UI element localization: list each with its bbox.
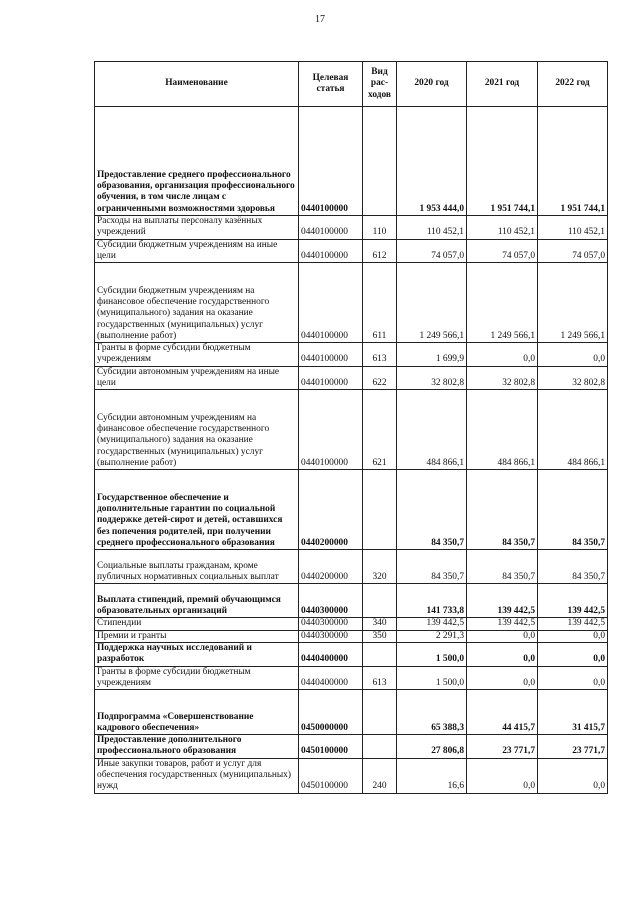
cell-code: 0440300000: [299, 630, 363, 642]
table-row: [95, 470, 608, 550]
table-row: [95, 239, 608, 263]
table-row: [95, 630, 608, 642]
cell-2021: 23 771,7: [467, 735, 538, 759]
cell-2022: 84 350,7: [538, 550, 608, 584]
cell-kind: 621: [363, 390, 397, 470]
cell-name: Социальные выплаты гражданам, кроме публичных нормативных социальных выплат: [95, 550, 299, 584]
cell-2022: 1 951 744,1: [538, 107, 608, 216]
header-name: Наименование: [95, 62, 299, 107]
table-row: [95, 550, 608, 584]
cell-kind: 613: [363, 343, 397, 367]
cell-name: Субсидии бюджетным учреждениям на иные цели: [95, 239, 299, 263]
cell-2022: 110 452,1: [538, 216, 608, 240]
cell-2020: 16,6: [397, 758, 467, 793]
cell-kind: 612: [363, 239, 397, 263]
cell-code: 0440300000: [299, 618, 363, 630]
cell-2021: 1 951 744,1: [467, 107, 538, 216]
cell-2021: 44 415,7: [467, 690, 538, 735]
cell-name: Поддержка научных исследований и разработок: [95, 642, 299, 666]
cell-code: 0440400000: [299, 666, 363, 690]
cell-name: Гранты в форме субсидии бюджетным учреждениям: [95, 666, 299, 690]
cell-2022: 84 350,7: [538, 470, 608, 550]
cell-2022: 74 057,0: [538, 239, 608, 263]
cell-code: 0440300000: [299, 584, 363, 618]
cell-2020: 27 806,8: [397, 735, 467, 759]
cell-2022: 0,0: [538, 666, 608, 690]
table-row: [95, 343, 608, 367]
header-kind: Вид рас-ходов: [363, 62, 397, 107]
cell-name: Расходы на выплаты персоналу казённых учреждений: [95, 216, 299, 240]
table-row: [95, 690, 608, 735]
table-body: [95, 107, 608, 794]
cell-code: 0450100000: [299, 758, 363, 793]
cell-name: Премии и гранты: [95, 630, 299, 642]
cell-name: Предоставление дополнительного профессионального образования: [95, 735, 299, 759]
cell-2020: 2 291,3: [397, 630, 467, 642]
cell-2022: 23 771,7: [538, 735, 608, 759]
cell-2022: 0,0: [538, 630, 608, 642]
cell-kind: 320: [363, 550, 397, 584]
table-row: [95, 666, 608, 690]
cell-2020: 1 699,9: [397, 343, 467, 367]
cell-code: 0440200000: [299, 550, 363, 584]
cell-name: Гранты в форме субсидии бюджетным учреждениям: [95, 343, 299, 367]
cell-kind: [363, 584, 397, 618]
cell-code: 0440400000: [299, 642, 363, 666]
cell-code: 0440100000: [299, 343, 363, 367]
cell-2022: 1 249 566,1: [538, 263, 608, 343]
cell-kind: 613: [363, 666, 397, 690]
cell-2021: 0,0: [467, 343, 538, 367]
cell-2020: 139 442,5: [397, 618, 467, 630]
cell-code: 0450000000: [299, 690, 363, 735]
table-row: [95, 618, 608, 630]
table-row: [95, 263, 608, 343]
cell-2021: 84 350,7: [467, 550, 538, 584]
cell-kind: [363, 642, 397, 666]
cell-2021: 0,0: [467, 630, 538, 642]
budget-table: [94, 61, 608, 794]
cell-name: Государственное обеспечение и дополнительные гарантии по социальной поддержке детей-сирот и детей, оставшихся без попечения родителей, при получении среднего профессионального образования: [95, 470, 299, 550]
cell-kind: [363, 107, 397, 216]
cell-2022: 0,0: [538, 758, 608, 793]
cell-2021: 32 802,8: [467, 366, 538, 390]
cell-2020: 484 866,1: [397, 390, 467, 470]
header-2020: 2020 год: [397, 62, 467, 107]
cell-kind: 622: [363, 366, 397, 390]
cell-kind: 350: [363, 630, 397, 642]
table-row: [95, 107, 608, 216]
cell-name: Иные закупки товаров, работ и услуг для обеспечения государственных (муниципальных) нужд: [95, 758, 299, 793]
cell-2020: 74 057,0: [397, 239, 467, 263]
table-row: [95, 584, 608, 618]
cell-name: Предоставление среднего профессионального образования, организация профессионального обучения, в том числе лицам с ограниченными возможностями здоровья: [95, 107, 299, 216]
table-row: [95, 366, 608, 390]
cell-2021: 139 442,5: [467, 618, 538, 630]
cell-2021: 139 442,5: [467, 584, 538, 618]
header-2021: 2021 год: [467, 62, 538, 107]
cell-2020: 1 249 566,1: [397, 263, 467, 343]
cell-code: 0440100000: [299, 107, 363, 216]
cell-code: 0440100000: [299, 263, 363, 343]
table-row: [95, 390, 608, 470]
cell-name: Субсидии автономным учреждениям на иные цели: [95, 366, 299, 390]
page-number: 17: [315, 14, 325, 25]
cell-2020: 84 350,7: [397, 470, 467, 550]
cell-2020: 1 500,0: [397, 666, 467, 690]
cell-2020: 65 388,3: [397, 690, 467, 735]
cell-code: 0440100000: [299, 366, 363, 390]
cell-name: Выплата стипендий, премий обучающимся образовательных организаций: [95, 584, 299, 618]
cell-2021: 110 452,1: [467, 216, 538, 240]
cell-2022: 484 866,1: [538, 390, 608, 470]
cell-2021: 0,0: [467, 758, 538, 793]
table-row: [95, 758, 608, 793]
cell-code: 0440100000: [299, 390, 363, 470]
cell-2022: 139 442,5: [538, 584, 608, 618]
cell-2021: 84 350,7: [467, 470, 538, 550]
cell-kind: 340: [363, 618, 397, 630]
cell-2020: 1 953 444,0: [397, 107, 467, 216]
cell-name: Субсидии автономным учреждениям на финансовое обеспечение государственного (муниципального) задания на оказание государственных (муниципальных) услуг (выполнение работ): [95, 390, 299, 470]
cell-2021: 0,0: [467, 642, 538, 666]
cell-2022: 0,0: [538, 642, 608, 666]
cell-kind: 110: [363, 216, 397, 240]
table-row: [95, 642, 608, 666]
cell-kind: 240: [363, 758, 397, 793]
cell-2021: 0,0: [467, 666, 538, 690]
header-row: [95, 62, 608, 107]
cell-2021: 484 866,1: [467, 390, 538, 470]
cell-kind: 611: [363, 263, 397, 343]
cell-kind: [363, 690, 397, 735]
cell-2022: 0,0: [538, 343, 608, 367]
cell-2020: 141 733,8: [397, 584, 467, 618]
cell-name: Субсидии бюджетным учреждениям на финансовое обеспечение государственного (муниципального) задания на оказание государственных (муниципальных) услуг (выполнение работ): [95, 263, 299, 343]
cell-name: Стипендии: [95, 618, 299, 630]
cell-2022: 139 442,5: [538, 618, 608, 630]
cell-2021: 1 249 566,1: [467, 263, 538, 343]
cell-2022: 32 802,8: [538, 366, 608, 390]
cell-code: 0450100000: [299, 735, 363, 759]
cell-code: 0440100000: [299, 216, 363, 240]
cell-code: 0440200000: [299, 470, 363, 550]
cell-name: Подпрограмма «Совершенствование кадрового обеспечения»: [95, 690, 299, 735]
cell-2021: 74 057,0: [467, 239, 538, 263]
header-code: Целевая статья: [299, 62, 363, 107]
table-row: [95, 735, 608, 759]
cell-2022: 31 415,7: [538, 690, 608, 735]
header-2022: 2022 год: [538, 62, 608, 107]
cell-2020: 110 452,1: [397, 216, 467, 240]
cell-code: 0440100000: [299, 239, 363, 263]
cell-kind: [363, 470, 397, 550]
cell-kind: [363, 735, 397, 759]
table-row: [95, 216, 608, 240]
cell-2020: 32 802,8: [397, 366, 467, 390]
cell-2020: 84 350,7: [397, 550, 467, 584]
cell-2020: 1 500,0: [397, 642, 467, 666]
